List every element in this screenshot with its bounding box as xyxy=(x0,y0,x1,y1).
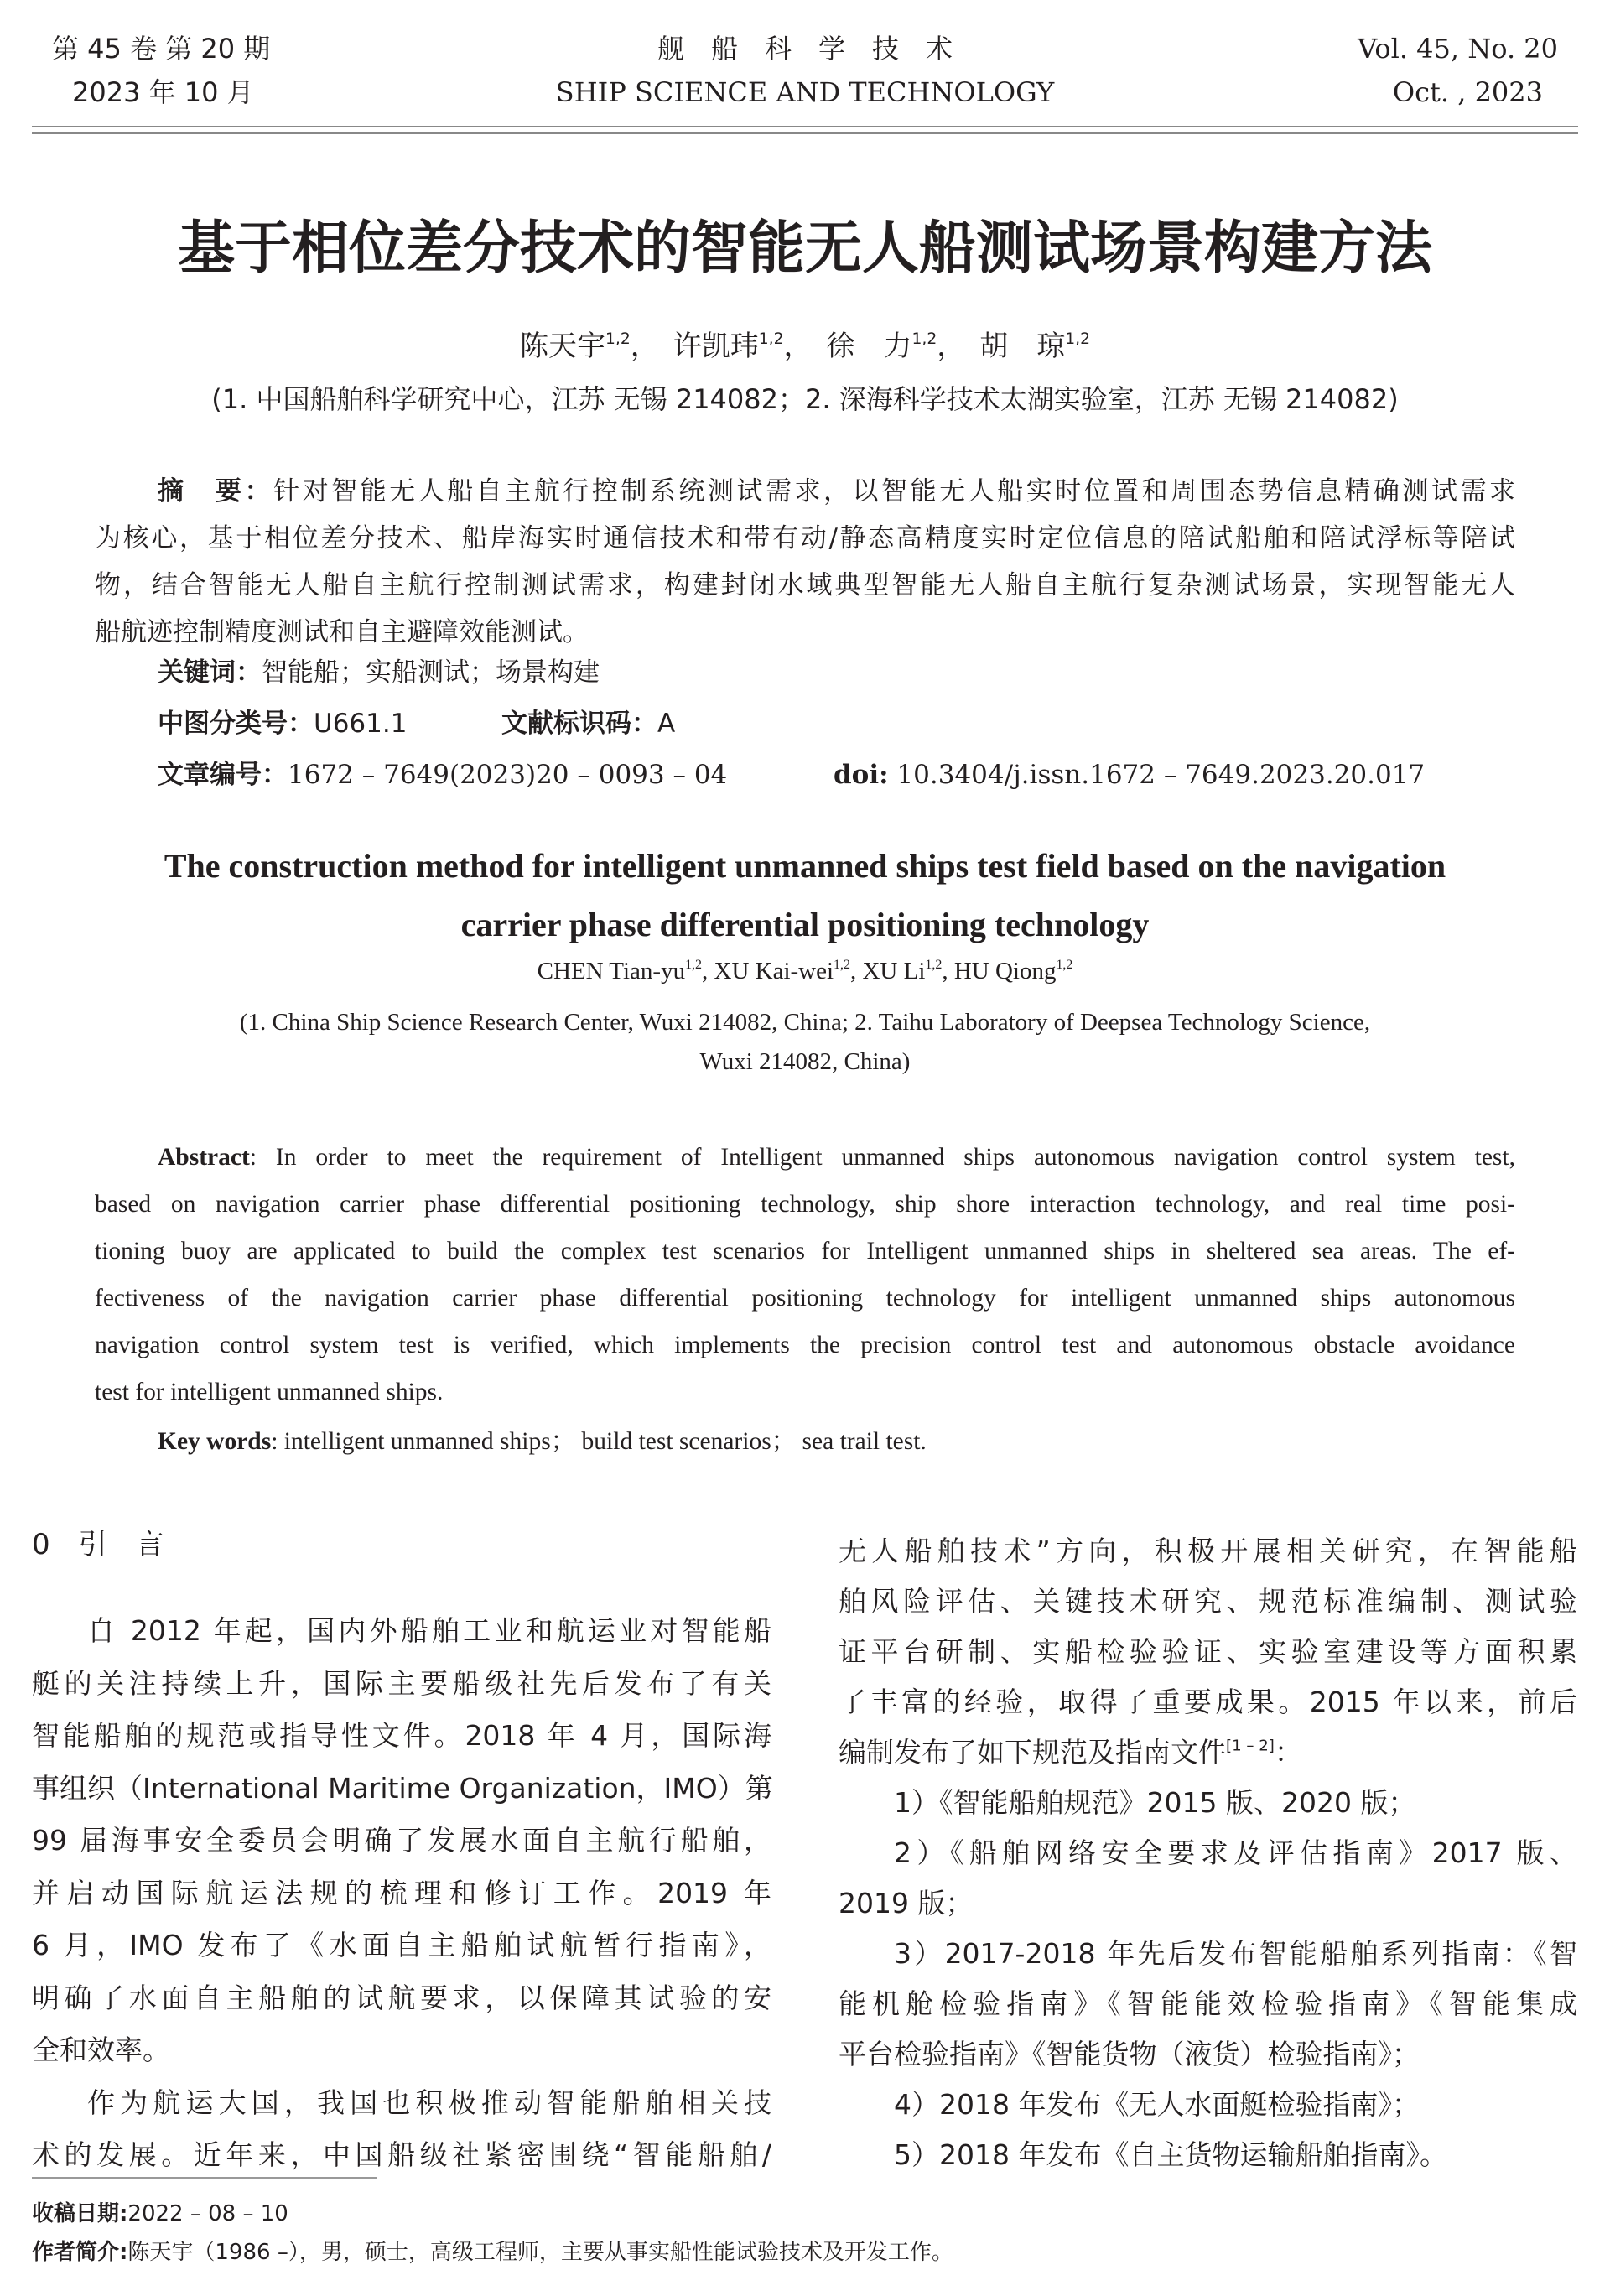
abstract-text: 为核心，基于相位差分技术、船岸海实时通信技术和带有动/静态高精度实时定位信息的陪试船舶和陪试浮标等陪试 xyxy=(95,523,1515,553)
abstract-cn-line xyxy=(95,515,1515,562)
received-date: 2022 – 08 – 10 xyxy=(127,2201,288,2226)
keywords-en-label: Key words xyxy=(158,1428,272,1455)
body-text-line xyxy=(839,2130,1577,2180)
author-name: 徐 力 xyxy=(826,330,912,363)
doi xyxy=(834,756,1425,793)
body-text: 编制发布了如下规范及指南文件 xyxy=(839,1736,1226,1769)
abstract-en-line xyxy=(95,1181,1515,1228)
date-en: Oct. , 2023 xyxy=(1392,76,1543,108)
body-text-line xyxy=(32,1605,771,1658)
abstract-en-text: test for intelligent unmanned ships. xyxy=(95,1379,444,1405)
article-number xyxy=(158,756,727,793)
affiliation-cn: (1. 中国船舶科学研究中心，江苏 无锡 214082；2. 深海科学技术太湖实验室，江苏 无锡 214082) xyxy=(211,383,1399,415)
body-text-line xyxy=(839,1677,1577,1727)
abstract-en-text: : In order to meet the requirement of Intelligent unmanned ships autonomous navigation control system test, xyxy=(249,1144,1515,1171)
authors-cn: 陈天宇$^{1,2}$， 许凯玮$^{1,2}$， 徐 力$^{1,2}$， 胡 琼$^{1,2}$ xyxy=(520,330,1090,363)
body-text: 证平台研制、实船检验验证、实验室建设等方面积累 xyxy=(839,1635,1577,1668)
body-text: 能机舱检验指南》《智能能效检验指南》《智能集成 xyxy=(839,1987,1577,2020)
author-affiliation-marker: 1,2 xyxy=(925,958,943,973)
author-affiliation-marker: 1,2 xyxy=(1065,330,1090,348)
abstract-text: 针对智能无人船自主航行控制系统测试需求，以智能无人船实时位置和周围态势信息精确测试需求 xyxy=(273,476,1516,506)
keywords-en-value: : intelligent unmanned ships； build test scenarios； sea trail test. xyxy=(271,1428,927,1455)
body-text: 明确了水面自主船舶的试航要求，以保障其试验的安 xyxy=(32,1981,771,2014)
volume-issue-en: Vol. 45, No. 20 xyxy=(1358,33,1558,65)
citation-reference: [1 – 2] xyxy=(1226,1737,1275,1755)
body-text-line xyxy=(839,1627,1577,1677)
body-text-line xyxy=(32,1658,771,1711)
footnote-author-bio xyxy=(32,2237,953,2267)
classification xyxy=(158,705,407,742)
journal-name-en: SHIP SCIENCE AND TECHNOLOGY xyxy=(555,76,1055,108)
footnote-received xyxy=(32,2199,288,2229)
body-text-line xyxy=(32,1815,771,1867)
abstract-label: 摘 要： xyxy=(158,476,274,506)
body-text: 作为航运大国，我国也积极推动智能船舶相关技 xyxy=(87,2086,771,2119)
body-text: 舶风险评估、关键技术研究、规范标准编制、测试验 xyxy=(839,1585,1577,1618)
title-en-line: carrier phase differential positioning technology xyxy=(460,906,1150,943)
body-text-line xyxy=(32,2077,771,2130)
abstract-cn-line xyxy=(95,468,1515,515)
authors-en: CHEN Tian-yu$^{1,2}$, XU Kai-wei$^{1,2}$, XU Li$^{1,2}$, HU Qiong$^{1,2}$ xyxy=(537,958,1073,984)
volume-issue-cn: 第 45 卷 第 20 期 xyxy=(52,33,271,65)
abstract-cn-line xyxy=(95,609,1515,656)
body-text: 全和效率。 xyxy=(32,2034,170,2066)
author-name: 许凯玮 xyxy=(673,330,759,363)
abstract-en-line xyxy=(95,1275,1515,1322)
abstract-en-line xyxy=(95,1322,1515,1369)
body-text: 术的发展。近年来，中国船级社紧密围绕“智能船舶/ xyxy=(32,2138,771,2171)
body-text-line xyxy=(839,1878,1577,1929)
header-rule-bottom xyxy=(32,132,1578,134)
body-text-line xyxy=(839,1929,1577,1979)
bio-label: 作者简介: xyxy=(32,2240,128,2265)
abstract-cn-line xyxy=(95,562,1515,609)
body-text-line xyxy=(32,2129,771,2182)
abstract-en-text: fectiveness of the navigation carrier phase differential positioning technology for intelligent unmanned ships autonomous xyxy=(95,1285,1515,1312)
body-text: 1）《智能船舶规范》2015 版、2020 版； xyxy=(894,1786,1416,1819)
author-name: 陈天宇 xyxy=(520,330,606,363)
bio-text: 陈天宇（1986 –），男，硕士，高级工程师，主要从事实船性能试验技术及开发工作。 xyxy=(127,2240,953,2265)
body-text-line xyxy=(32,1972,771,2025)
doc-code-label: 文献标识码： xyxy=(501,709,657,739)
body-text: 自 2012 年起，国内外船舶工业和航运业对智能船 xyxy=(87,1614,771,1647)
header-rule-top xyxy=(32,126,1578,127)
abstract-en-text: navigation control system test is verified, which implements the precision control test and autonomous obstacle avoidance xyxy=(95,1332,1515,1358)
body-text-line xyxy=(32,2024,771,2077)
date-cn: 2023 年 10 月 xyxy=(72,76,254,108)
received-label: 收稿日期: xyxy=(32,2201,128,2226)
article-number-label: 文章编号： xyxy=(158,760,288,790)
body-column-left xyxy=(32,1605,771,2182)
doc-code-value: A xyxy=(657,709,676,739)
abstract-en xyxy=(95,1134,1515,1416)
author-affiliation-marker: 1,2 xyxy=(605,330,631,348)
author-affiliation-marker: 1,2 xyxy=(685,958,702,973)
body-text: ： xyxy=(1274,1736,1302,1769)
author-affiliation-marker: 1,2 xyxy=(911,330,937,348)
body-text: 5）2018 年发布《自主货物运输船舶指南》。 xyxy=(894,2138,1447,2171)
title-en-line: The construction method for intelligent unmanned ships test field based on the navigation xyxy=(164,847,1446,885)
article-number-value: 1672 – 7649(2023)20 – 0093 – 04 xyxy=(288,760,728,790)
body-text-line xyxy=(839,1727,1577,1778)
body-text: 了丰富的经验，取得了重要成果。2015 年以来，前后 xyxy=(839,1686,1577,1718)
body-column-right xyxy=(839,1526,1577,2180)
author-name: XU Li xyxy=(862,958,926,984)
doi-label: doi: xyxy=(834,760,889,790)
abstract-text: 船航迹控制精度测试和自主避障效能测试。 xyxy=(95,617,589,647)
paper-title-en xyxy=(0,837,1610,954)
body-text-line xyxy=(839,1526,1577,1577)
body-text-line xyxy=(839,2029,1577,2080)
author-name: HU Qiong xyxy=(953,958,1057,984)
author-name: CHEN Tian-yu xyxy=(537,958,686,984)
body-text: 3）2017-2018 年先后发布智能船舶系列指南：《智 xyxy=(894,1937,1577,1970)
keywords-cn xyxy=(158,654,600,691)
abstract-en-line xyxy=(95,1228,1515,1275)
affiliation-en-line: Wuxi 214082, China) xyxy=(699,1048,911,1075)
doi-link[interactable]: 10.3404/j.issn.1672 – 7649.2023.20.017 xyxy=(896,760,1426,790)
body-text: 并启动国际航运法规的梳理和修订工作。2019 年 xyxy=(32,1876,771,1909)
body-text-line xyxy=(839,1979,1577,2029)
body-text-line xyxy=(839,1828,1577,1878)
abstract-en-text: based on navigation carrier phase differential positioning technology, ship shore interaction technology, and real time posi- xyxy=(95,1191,1515,1218)
abstract-en-line xyxy=(95,1134,1515,1181)
affiliation-en xyxy=(0,1003,1610,1082)
abstract-en-label: Abstract xyxy=(158,1144,250,1171)
body-text: 4）2018 年发布《无人水面艇检验指南》； xyxy=(894,2088,1420,2121)
footnote-rule xyxy=(32,2177,377,2179)
body-text: 无人船舶技术”方向，积极开展相关研究，在智能船 xyxy=(839,1535,1577,1567)
body-text-line xyxy=(839,2080,1577,2130)
body-text-line xyxy=(32,1867,771,1920)
document-code xyxy=(501,705,675,742)
body-text: 艇的关注持续上升，国际主要船级社先后发布了有关 xyxy=(32,1666,771,1700)
body-text-line xyxy=(32,1710,771,1763)
journal-name-cn: 舰 船 科 学 技 术 xyxy=(657,33,953,65)
body-text: 2）《船舶网络安全要求及评估指南》2017 版、 xyxy=(894,1836,1577,1869)
clc-label: 中图分类号： xyxy=(158,709,314,739)
keywords-label: 关键词： xyxy=(158,657,262,688)
body-text: 智能船舶的规范或指导性文件。2018 年 4 月，国际海 xyxy=(32,1719,771,1752)
body-text: 平台检验指南》《智能货物（液货）检验指南》； xyxy=(839,2038,1420,2070)
author-affiliation-marker: 1,2 xyxy=(1056,958,1073,973)
abstract-text: 物，结合智能无人船自主航行控制测试需求，构建封闭水域典型智能无人船自主航行复杂测试场景，实现智能无人 xyxy=(95,570,1515,600)
body-text-line xyxy=(839,1577,1577,1627)
author-affiliation-marker: 1,2 xyxy=(834,958,850,973)
body-text: 6 月，IMO 发布了《水面自主船舶试航暂行指南》， xyxy=(32,1929,771,1961)
body-text: 2019 版； xyxy=(839,1887,974,1919)
abstract-en-line xyxy=(95,1369,1515,1416)
section-heading-introduction: 0 引 言 xyxy=(32,1528,164,1561)
author-affiliation-marker: 1,2 xyxy=(758,330,784,348)
body-text-line xyxy=(32,1763,771,1816)
body-text: 事组织（International Maritime Organization，IMO）第 xyxy=(32,1771,773,1805)
body-text-line xyxy=(839,1778,1577,1828)
body-text-line xyxy=(32,1919,771,1972)
keywords-value: 智能船；实船测试；场景构建 xyxy=(262,657,600,688)
paper-title-cn: 基于相位差分技术的智能无人船测试场景构建方法 xyxy=(177,216,1432,282)
body-text: 99 届海事安全委员会明确了发展水面自主航行船舶， xyxy=(32,1824,771,1857)
author-name: XU Kai-wei xyxy=(714,958,834,984)
author-name: 胡 琼 xyxy=(979,330,1066,363)
affiliation-en-line: (1. China Ship Science Research Center, Wuxi 214082, China; 2. Taihu Laboratory of Deepsea Technology Science, xyxy=(239,1009,1371,1036)
keywords-en xyxy=(158,1425,927,1458)
clc-value: U661.1 xyxy=(314,709,408,739)
abstract-en-text: tioning buoy are applicated to build the complex test scenarios for Intelligent unmanned ships in sheltered sea areas. The ef- xyxy=(95,1238,1515,1265)
abstract-cn xyxy=(95,468,1515,656)
